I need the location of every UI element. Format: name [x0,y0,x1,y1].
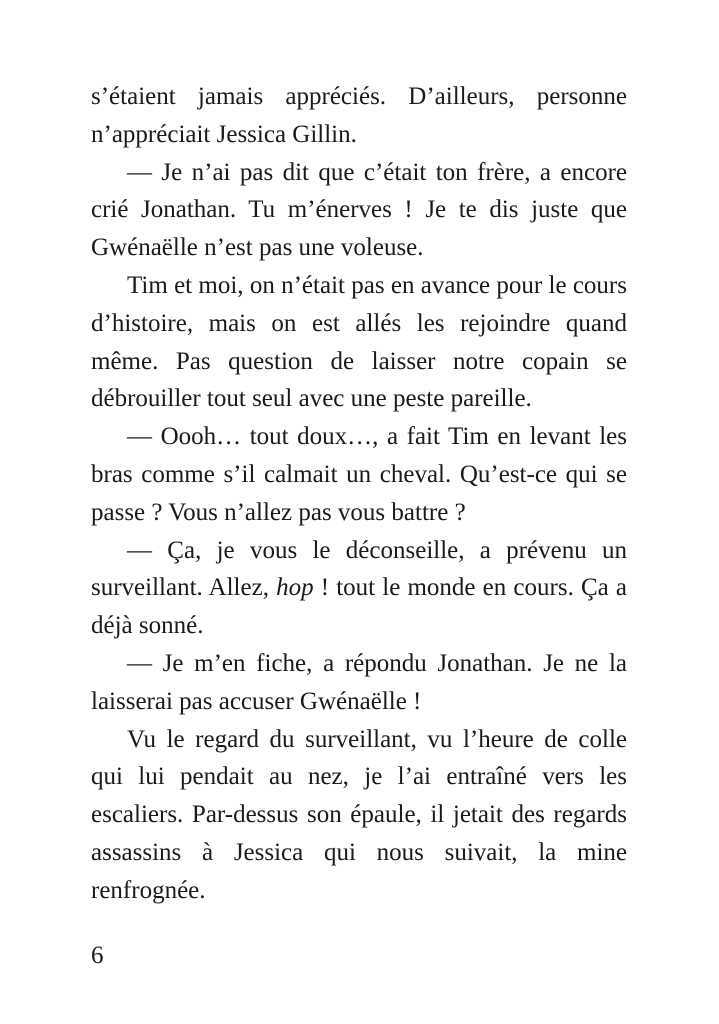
paragraph-6: — Je m’en fiche, a répondu Jonathan. Je ne la laisserai pas accuser Gwénaëlle ! [91,649,627,715]
paragraph-5 [91,532,627,645]
paragraph-5-part-1: — Ça, je vous le déconseille, a prévenu un surveillant. Allez, [91,536,627,602]
body-text [91,78,627,910]
paragraph-4: — Oooh… tout doux…, a fait Tim en levant les bras comme s’il calmait un cheval. Qu’est-ce qui se passe ? Vous n’allez pas vous battre ? [91,423,627,526]
paragraph-3: Tim et moi, on n’était pas en avance pour le cours d’histoire, mais on est allés les rejoindre quand même. Pas question de laisser notre copain se débrouiller tout seul avec une peste pareille. [91,271,627,413]
paragraph-5-part-2: ! tout le monde en cours. Ça a déjà sonné. [91,574,627,640]
paragraph-7: Vu le regard du surveillant, vu l’heure de colle qui lui pendait au nez, je l’ai entraîné vers les escaliers. Par-dessus son épaule, il jetait des regards assassins à Jessica qui nous suivait, la mine renfrognée. [91,725,627,904]
page-number: 6 [91,942,104,969]
paragraph-1: s’étaient jamais appréciés. D’ailleurs, personne n’appréciait Jessica Gillin. [91,83,627,148]
paragraph-2: — Je n’ai pas dit que c’était ton frère, a encore crié Jonathan. Tu m’énerves ! Je te dis juste que Gwénaëlle n’est pas une voleuse. [91,158,627,262]
paragraph-5-italic: hop [276,574,314,602]
